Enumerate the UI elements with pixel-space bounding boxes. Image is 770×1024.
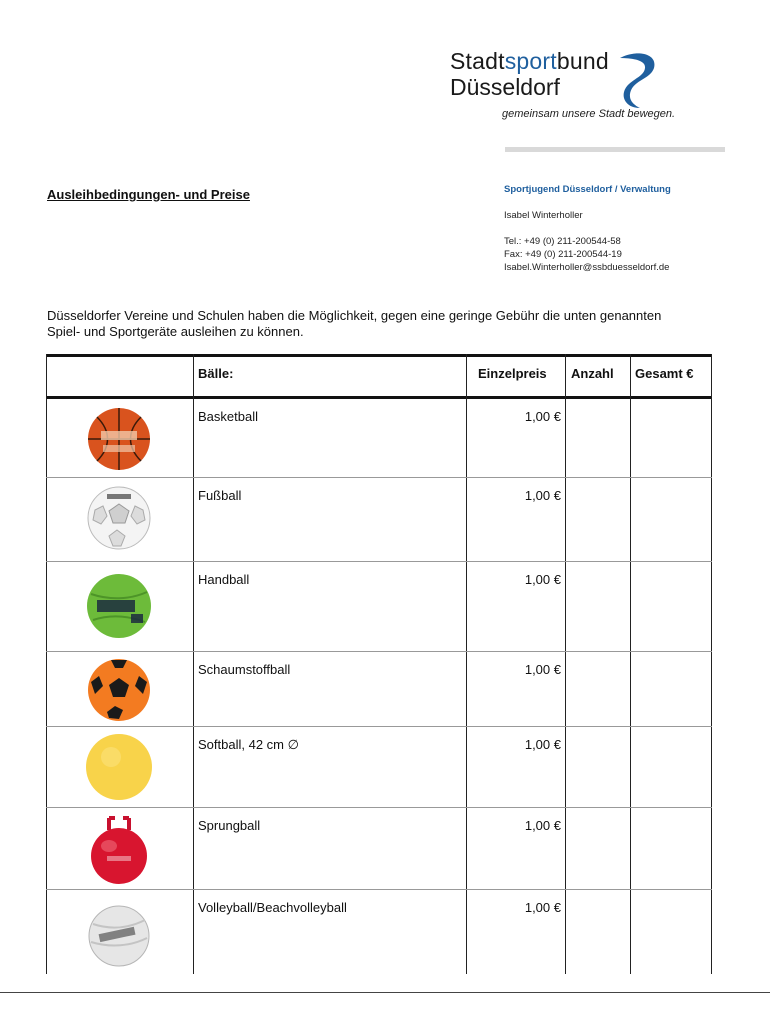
contact-fax: Fax: +49 (0) 211-200544-19: [504, 249, 622, 260]
contact-tel: Tel.: +49 (0) 211-200544-58: [504, 236, 621, 247]
row-name: Basketball: [198, 409, 258, 424]
row-price: 1,00 €: [524, 488, 561, 503]
page-bottom-rule: [0, 992, 770, 993]
table-col-divider: [46, 354, 47, 974]
row-name: Fußball: [198, 488, 242, 503]
contact-email: Isabel.Winterholler@ssbduesseldorf.de: [504, 262, 670, 273]
row-divider: [46, 477, 712, 478]
row-divider: [46, 889, 712, 890]
football-icon: [81, 480, 157, 556]
handball-icon: [81, 568, 157, 644]
swoosh-icon: [614, 50, 660, 110]
volleyball-icon: [81, 898, 157, 974]
table-col-divider: [193, 354, 194, 974]
header-divider: [505, 147, 725, 152]
header-item: Bälle:: [198, 366, 234, 381]
table-top-rule: [46, 354, 712, 357]
table-col-divider: [711, 354, 712, 974]
intro-text: Düsseldorfer Vereine und Schulen haben die Möglichkeit, gegen eine geringe Gebühr die unten genannten Spiel- und Sportgeräte ausleihen zu können.: [47, 308, 662, 339]
contact-block: [504, 183, 671, 274]
header-price: Einzelpreis: [478, 366, 547, 381]
row-name: Sprungball: [198, 818, 261, 833]
row-name: Volleyball/Beachvolleyball: [198, 900, 347, 915]
logo-line-1: Stadtsportbund: [450, 48, 609, 74]
row-price: 1,00 €: [524, 572, 561, 587]
table-header-rule: [46, 396, 712, 399]
row-name: Softball, 42 cm ∅: [198, 737, 299, 752]
tagline: gemeinsam unsere Stadt bewegen.: [502, 108, 676, 120]
logo-line-2: Düsseldorf: [450, 74, 560, 100]
row-price: 1,00 €: [524, 900, 561, 915]
contact-org: Sportjugend Düsseldorf / Verwaltung: [504, 184, 671, 195]
row-price: 1,00 €: [524, 662, 561, 677]
row-price: 1,00 €: [524, 409, 561, 424]
foam-ball-icon: [81, 652, 157, 728]
header-qty: Anzahl: [571, 366, 614, 381]
hopper-ball-icon: [81, 812, 157, 888]
row-name: Handball: [198, 572, 250, 587]
page-title: Ausleihbedingungen- und Preise: [47, 187, 250, 202]
row-divider: [46, 561, 712, 562]
basketball-icon: [81, 401, 157, 477]
row-price: 1,00 €: [524, 818, 561, 833]
row-price: 1,00 €: [524, 737, 561, 752]
price-table: [46, 354, 712, 974]
table-col-divider: [565, 354, 566, 974]
row-name: Schaumstoffball: [198, 662, 291, 677]
row-divider: [46, 807, 712, 808]
header-total: Gesamt €: [635, 366, 694, 381]
contact-name: Isabel Winterholler: [504, 210, 583, 221]
table-col-divider: [630, 354, 631, 974]
softball-icon: [81, 729, 157, 805]
